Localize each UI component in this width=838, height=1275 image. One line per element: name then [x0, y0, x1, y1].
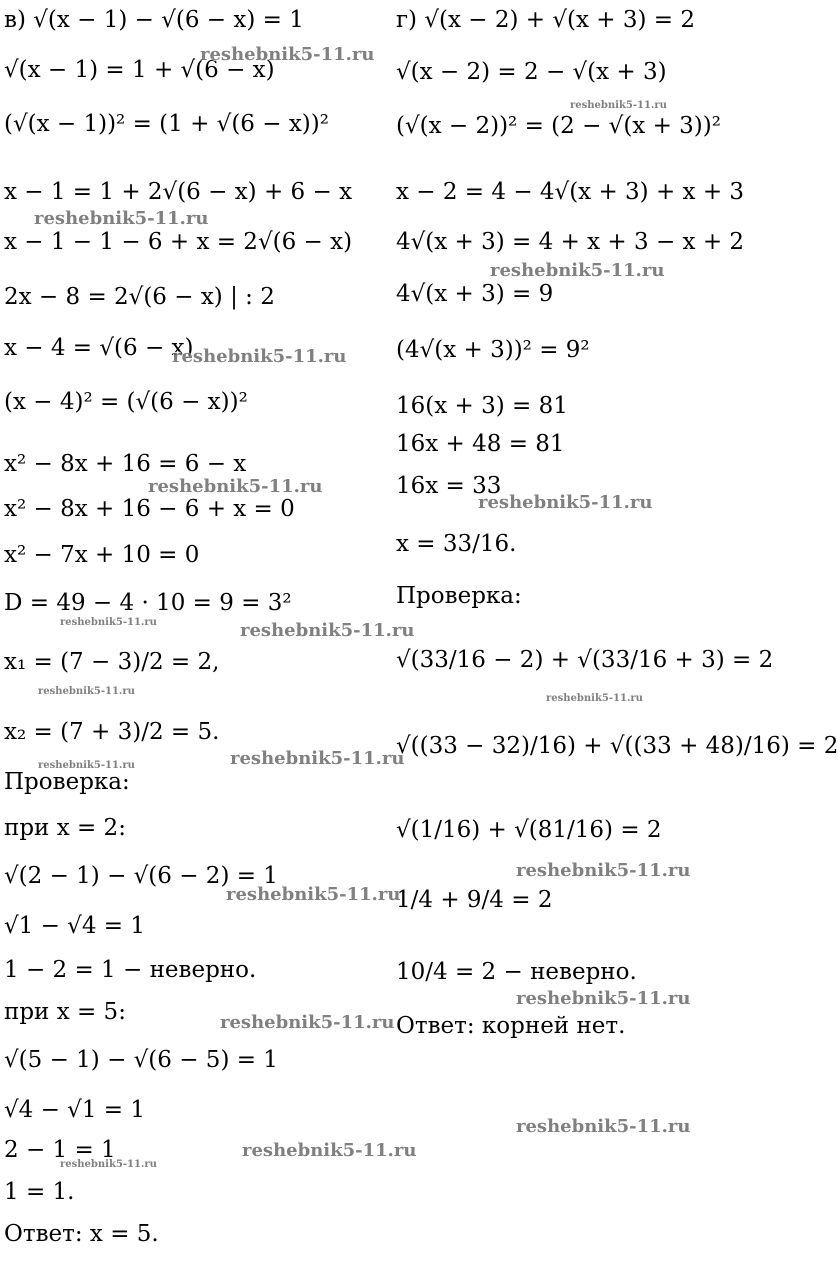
right-line-5: 4√(x + 3) = 4 + x + 3 − x + 2 [396, 229, 745, 255]
right-line-15: √(1/16) + √(81/16) = 2 [396, 817, 662, 843]
left-line-22: √4 − √1 = 1 [4, 1097, 145, 1123]
right-line-2: √(x − 2) = 2 − √(x + 3) [396, 59, 667, 85]
left-line-2: √(x − 1) = 1 + √(6 − x) [4, 57, 275, 83]
watermark-text: reshebnik5-11.ru [516, 988, 691, 1009]
left-line-4: x − 1 = 1 + 2√(6 − x) + 6 − x [4, 179, 353, 205]
left-line-14: x₂ = (7 + 3)/2 = 5. [4, 719, 220, 745]
watermark-text: reshebnik5-11.ru [242, 1140, 417, 1161]
watermark-text: reshebnik5-11.ru [148, 476, 323, 497]
right-line-14: √((33 − 32)/16) + √((33 + 48)/16) = 2 [396, 733, 838, 759]
left-line-17: √(2 − 1) − √(6 − 2) = 1 [4, 863, 278, 889]
left-line-13: x₁ = (7 − 3)/2 = 2, [4, 649, 220, 675]
watermark-text: reshebnik5-11.ru [516, 860, 691, 881]
left-line-5: x − 1 − 1 − 6 + x = 2√(6 − x) [4, 229, 353, 255]
left-line-7: x − 4 = √(6 − x) [4, 335, 194, 361]
left-line-20: при x = 5: [4, 999, 126, 1025]
left-line-15: Проверка: [4, 769, 130, 795]
right-line-1: г) √(x − 2) + √(x + 3) = 2 [396, 7, 695, 33]
watermark-text: reshebnik5-11.ru [478, 492, 653, 513]
left-line-19: 1 − 2 = 1 − неверно. [4, 957, 257, 983]
left-line-24: 1 = 1. [4, 1179, 75, 1205]
left-line-25: Ответ: x = 5. [4, 1221, 159, 1247]
right-line-17: 10/4 = 2 − неверно. [396, 959, 637, 985]
watermark-text: reshebnik5-11.ru [490, 260, 665, 281]
watermark-text: reshebnik5-11.ru [172, 346, 347, 367]
right-line-4: x − 2 = 4 − 4√(x + 3) + x + 3 [396, 179, 745, 205]
watermark-text: reshebnik5-11.ru [516, 1116, 691, 1137]
right-line-12: Проверка: [396, 583, 522, 609]
right-line-13: √(33/16 − 2) + √(33/16 + 3) = 2 [396, 647, 774, 673]
left-line-10: x² − 8x + 16 − 6 + x = 0 [4, 496, 295, 522]
right-line-10: 16x = 33 [396, 473, 502, 499]
left-line-9: x² − 8x + 16 = 6 − x [4, 451, 247, 477]
watermark-text: reshebnik5-11.ru [38, 686, 135, 697]
watermark-text: reshebnik5-11.ru [570, 100, 667, 111]
watermark-text: reshebnik5-11.ru [546, 693, 643, 704]
right-line-18: Ответ: корней нет. [396, 1013, 626, 1039]
right-line-11: x = 33/16. [396, 531, 517, 557]
left-line-18: √1 − √4 = 1 [4, 913, 145, 939]
left-line-16: при x = 2: [4, 815, 126, 841]
watermark-text: reshebnik5-11.ru [38, 760, 135, 771]
watermark-text: reshebnik5-11.ru [220, 1012, 395, 1033]
left-line-6: 2x − 8 = 2√(6 − x) | : 2 [4, 284, 275, 310]
watermark-text: reshebnik5-11.ru [226, 884, 401, 905]
watermark-text: reshebnik5-11.ru [240, 620, 415, 641]
watermark-text: reshebnik5-11.ru [60, 1159, 157, 1170]
left-line-3: (√(x − 1))² = (1 + √(6 − x))² [4, 111, 329, 137]
watermark-text: reshebnik5-11.ru [200, 44, 375, 65]
watermark-text: reshebnik5-11.ru [60, 617, 157, 628]
left-line-12: D = 49 − 4 · 10 = 9 = 3² [4, 590, 292, 616]
watermark-text: reshebnik5-11.ru [34, 208, 209, 229]
left-line-11: x² − 7x + 10 = 0 [4, 542, 200, 568]
right-line-16: 1/4 + 9/4 = 2 [396, 887, 553, 913]
right-line-8: 16(x + 3) = 81 [396, 393, 568, 419]
watermark-text: reshebnik5-11.ru [230, 748, 405, 769]
left-line-21: √(5 − 1) − √(6 − 5) = 1 [4, 1047, 278, 1073]
right-line-3: (√(x − 2))² = (2 − √(x + 3))² [396, 113, 721, 139]
left-line-1: в) √(x − 1) − √(6 − x) = 1 [4, 7, 304, 33]
right-line-9: 16x + 48 = 81 [396, 431, 565, 457]
right-line-6: 4√(x + 3) = 9 [396, 281, 554, 307]
right-line-7: (4√(x + 3))² = 9² [396, 337, 590, 363]
left-line-23: 2 − 1 = 1 [4, 1137, 116, 1163]
left-line-8: (x − 4)² = (√(6 − x))² [4, 389, 248, 415]
